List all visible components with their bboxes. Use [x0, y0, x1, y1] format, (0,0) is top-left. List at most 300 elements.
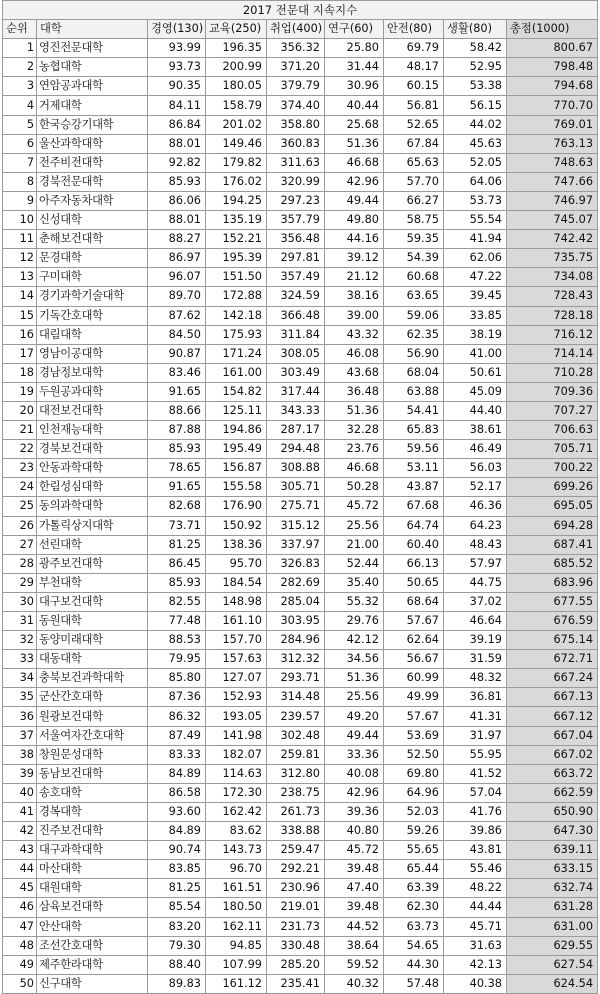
research-cell: 43.32 [325, 325, 384, 344]
safety-cell: 65.83 [384, 421, 444, 440]
total-cell: 699.26 [507, 478, 598, 497]
research-cell: 25.56 [325, 516, 384, 535]
total-cell: 707.27 [507, 401, 598, 420]
research-cell: 40.08 [325, 764, 384, 783]
university-cell: 신구대학 [37, 974, 148, 993]
life-cell: 52.95 [444, 58, 507, 77]
safety-cell: 59.06 [384, 306, 444, 325]
research-cell: 39.48 [325, 860, 384, 879]
safety-cell: 69.79 [384, 39, 444, 58]
research-cell: 42.96 [325, 172, 384, 191]
employment-cell: 314.48 [267, 688, 325, 707]
total-cell: 667.04 [507, 726, 598, 745]
rank-cell: 11 [3, 230, 37, 249]
life-cell: 31.63 [444, 936, 507, 955]
education-cell: 143.73 [206, 841, 267, 860]
management-cell: 86.32 [148, 707, 206, 726]
life-cell: 41.94 [444, 230, 507, 249]
employment-cell: 285.04 [267, 592, 325, 611]
rank-cell: 6 [3, 134, 37, 153]
rank-cell: 48 [3, 936, 37, 955]
safety-cell: 62.30 [384, 898, 444, 917]
total-cell: 746.97 [507, 191, 598, 210]
safety-cell: 54.65 [384, 936, 444, 955]
employment-cell: 238.75 [267, 783, 325, 802]
life-cell: 39.86 [444, 822, 507, 841]
management-cell: 83.20 [148, 917, 206, 936]
total-cell: 794.68 [507, 77, 598, 96]
management-cell: 85.54 [148, 898, 206, 917]
table-row [3, 287, 598, 306]
education-cell: 148.98 [206, 592, 267, 611]
management-cell: 87.36 [148, 688, 206, 707]
management-cell: 86.45 [148, 554, 206, 573]
table-row [3, 822, 598, 841]
life-cell: 52.17 [444, 478, 507, 497]
table-row [3, 898, 598, 917]
research-cell: 31.44 [325, 58, 384, 77]
total-cell: 694.28 [507, 516, 598, 535]
research-cell: 40.44 [325, 96, 384, 115]
rank-cell: 4 [3, 96, 37, 115]
employment-cell: 239.57 [267, 707, 325, 726]
table-row [3, 764, 598, 783]
research-cell: 46.68 [325, 459, 384, 478]
employment-cell: 357.49 [267, 268, 325, 287]
employment-cell: 275.71 [267, 497, 325, 516]
safety-cell: 56.81 [384, 96, 444, 115]
research-cell: 25.80 [325, 39, 384, 58]
employment-cell: 293.71 [267, 669, 325, 688]
employment-cell: 219.01 [267, 898, 325, 917]
rank-cell: 24 [3, 478, 37, 497]
management-cell: 86.06 [148, 191, 206, 210]
research-cell: 40.80 [325, 822, 384, 841]
table-row [3, 783, 598, 802]
life-cell: 48.22 [444, 879, 507, 898]
total-cell: 800.67 [507, 39, 598, 58]
total-cell: 639.11 [507, 841, 598, 860]
total-cell: 745.07 [507, 211, 598, 230]
total-cell: 714.14 [507, 344, 598, 363]
research-cell: 59.52 [325, 955, 384, 974]
table-row [3, 669, 598, 688]
education-cell: 176.90 [206, 497, 267, 516]
rank-cell: 45 [3, 879, 37, 898]
table-row [3, 344, 598, 363]
total-cell: 627.54 [507, 955, 598, 974]
employment-cell: 312.80 [267, 764, 325, 783]
table-row [3, 382, 598, 401]
rank-cell: 37 [3, 726, 37, 745]
table-row [3, 440, 598, 459]
table-row [3, 726, 598, 745]
safety-cell: 64.96 [384, 783, 444, 802]
rank-cell: 34 [3, 669, 37, 688]
employment-cell: 358.80 [267, 115, 325, 134]
university-cell: 송호대학 [37, 783, 148, 802]
safety-cell: 55.65 [384, 841, 444, 860]
research-cell: 33.36 [325, 745, 384, 764]
research-cell: 32.28 [325, 421, 384, 440]
management-cell: 88.01 [148, 211, 206, 230]
safety-cell: 65.44 [384, 860, 444, 879]
education-cell: 157.70 [206, 631, 267, 650]
management-cell: 92.82 [148, 153, 206, 172]
life-cell: 53.73 [444, 191, 507, 210]
employment-cell: 294.48 [267, 440, 325, 459]
total-cell: 687.41 [507, 535, 598, 554]
table-row [3, 58, 598, 77]
rank-cell: 40 [3, 783, 37, 802]
safety-cell: 59.56 [384, 440, 444, 459]
table-row [3, 554, 598, 573]
research-cell: 42.96 [325, 783, 384, 802]
safety-cell: 63.39 [384, 879, 444, 898]
life-cell: 64.23 [444, 516, 507, 535]
employment-cell: 312.32 [267, 650, 325, 669]
safety-cell: 53.11 [384, 459, 444, 478]
total-cell: 798.48 [507, 58, 598, 77]
education-cell: 176.02 [206, 172, 267, 191]
life-cell: 62.06 [444, 249, 507, 268]
total-cell: 769.01 [507, 115, 598, 134]
research-cell: 39.48 [325, 898, 384, 917]
total-cell: 662.59 [507, 783, 598, 802]
education-cell: 138.36 [206, 535, 267, 554]
research-cell: 49.20 [325, 707, 384, 726]
rank-cell: 32 [3, 631, 37, 650]
university-cell: 울산과학대학 [37, 134, 148, 153]
life-cell: 57.04 [444, 783, 507, 802]
life-cell: 53.38 [444, 77, 507, 96]
rank-cell: 7 [3, 153, 37, 172]
table-row [3, 306, 598, 325]
employment-cell: 302.48 [267, 726, 325, 745]
research-cell: 39.00 [325, 306, 384, 325]
table-row [3, 249, 598, 268]
university-cell: 동의과학대학 [37, 497, 148, 516]
university-cell: 원광보건대학 [37, 707, 148, 726]
total-cell: 663.72 [507, 764, 598, 783]
table-row [3, 631, 598, 650]
rank-cell: 29 [3, 573, 37, 592]
rank-cell: 12 [3, 249, 37, 268]
education-cell: 201.02 [206, 115, 267, 134]
header-total: 총점(1000) [507, 20, 598, 39]
total-cell: 735.75 [507, 249, 598, 268]
table-row [3, 535, 598, 554]
life-cell: 41.00 [444, 344, 507, 363]
total-cell: 631.00 [507, 917, 598, 936]
employment-cell: 303.95 [267, 612, 325, 631]
research-cell: 44.52 [325, 917, 384, 936]
rank-cell: 9 [3, 191, 37, 210]
total-cell: 706.63 [507, 421, 598, 440]
education-cell: 94.85 [206, 936, 267, 955]
life-cell: 41.52 [444, 764, 507, 783]
education-cell: 151.50 [206, 268, 267, 287]
research-cell: 45.72 [325, 841, 384, 860]
university-cell: 대전보건대학 [37, 401, 148, 420]
management-cell: 90.35 [148, 77, 206, 96]
table-row [3, 230, 598, 249]
employment-cell: 366.48 [267, 306, 325, 325]
university-cell: 안산대학 [37, 917, 148, 936]
rank-cell: 5 [3, 115, 37, 134]
management-cell: 79.30 [148, 936, 206, 955]
total-cell: 667.13 [507, 688, 598, 707]
table-row [3, 134, 598, 153]
life-cell: 38.19 [444, 325, 507, 344]
education-cell: 141.98 [206, 726, 267, 745]
employment-cell: 284.96 [267, 631, 325, 650]
employment-cell: 360.83 [267, 134, 325, 153]
life-cell: 56.03 [444, 459, 507, 478]
education-cell: 149.46 [206, 134, 267, 153]
management-cell: 84.89 [148, 822, 206, 841]
management-cell: 78.65 [148, 459, 206, 478]
employment-cell: 287.17 [267, 421, 325, 440]
rank-cell: 33 [3, 650, 37, 669]
table-row [3, 401, 598, 420]
safety-cell: 62.35 [384, 325, 444, 344]
rank-cell: 44 [3, 860, 37, 879]
university-cell: 두원공과대학 [37, 382, 148, 401]
table-row [3, 612, 598, 631]
university-cell: 제주한라대학 [37, 955, 148, 974]
education-cell: 180.50 [206, 898, 267, 917]
education-cell: 171.24 [206, 344, 267, 363]
life-cell: 45.71 [444, 917, 507, 936]
education-cell: 162.11 [206, 917, 267, 936]
safety-cell: 68.04 [384, 363, 444, 382]
safety-cell: 44.30 [384, 955, 444, 974]
research-cell: 42.12 [325, 631, 384, 650]
life-cell: 48.32 [444, 669, 507, 688]
management-cell: 86.84 [148, 115, 206, 134]
education-cell: 152.21 [206, 230, 267, 249]
safety-cell: 52.65 [384, 115, 444, 134]
research-cell: 30.96 [325, 77, 384, 96]
employment-cell: 343.33 [267, 401, 325, 420]
university-cell: 경기과학기술대학 [37, 287, 148, 306]
management-cell: 90.74 [148, 841, 206, 860]
employment-cell: 320.99 [267, 172, 325, 191]
management-cell: 83.46 [148, 363, 206, 382]
education-cell: 155.58 [206, 478, 267, 497]
university-cell: 경북보건대학 [37, 440, 148, 459]
life-cell: 55.95 [444, 745, 507, 764]
employment-cell: 292.21 [267, 860, 325, 879]
rank-cell: 22 [3, 440, 37, 459]
table-title: 2017 전문대 지속지수 [3, 1, 598, 20]
rank-cell: 43 [3, 841, 37, 860]
life-cell: 50.61 [444, 363, 507, 382]
rank-cell: 42 [3, 822, 37, 841]
life-cell: 47.22 [444, 268, 507, 287]
education-cell: 161.51 [206, 879, 267, 898]
table-row [3, 516, 598, 535]
total-cell: 748.63 [507, 153, 598, 172]
university-cell: 인천재능대학 [37, 421, 148, 440]
life-cell: 55.46 [444, 860, 507, 879]
research-cell: 34.56 [325, 650, 384, 669]
university-cell: 광주보건대학 [37, 554, 148, 573]
education-cell: 200.99 [206, 58, 267, 77]
table-row [3, 573, 598, 592]
safety-cell: 59.26 [384, 822, 444, 841]
university-cell: 진주보건대학 [37, 822, 148, 841]
table-row [3, 955, 598, 974]
rank-cell: 3 [3, 77, 37, 96]
education-cell: 182.07 [206, 745, 267, 764]
rank-cell: 27 [3, 535, 37, 554]
total-cell: 677.55 [507, 592, 598, 611]
life-cell: 46.49 [444, 440, 507, 459]
life-cell: 64.06 [444, 172, 507, 191]
table-row [3, 268, 598, 287]
education-cell: 125.11 [206, 401, 267, 420]
rank-cell: 38 [3, 745, 37, 764]
table-row [3, 841, 598, 860]
safety-cell: 58.75 [384, 211, 444, 230]
research-cell: 23.76 [325, 440, 384, 459]
university-cell: 거제대학 [37, 96, 148, 115]
table-row [3, 650, 598, 669]
education-cell: 193.05 [206, 707, 267, 726]
total-cell: 647.30 [507, 822, 598, 841]
safety-cell: 63.65 [384, 287, 444, 306]
university-cell: 문경대학 [37, 249, 148, 268]
education-cell: 194.86 [206, 421, 267, 440]
education-cell: 96.70 [206, 860, 267, 879]
employment-cell: 317.44 [267, 382, 325, 401]
employment-cell: 303.49 [267, 363, 325, 382]
management-cell: 88.01 [148, 134, 206, 153]
university-cell: 동원대학 [37, 612, 148, 631]
table-row [3, 974, 598, 993]
rank-cell: 19 [3, 382, 37, 401]
university-cell: 선린대학 [37, 535, 148, 554]
table-row [3, 478, 598, 497]
safety-cell: 43.87 [384, 478, 444, 497]
rank-cell: 15 [3, 306, 37, 325]
management-cell: 73.71 [148, 516, 206, 535]
university-cell: 춘해보건대학 [37, 230, 148, 249]
management-cell: 85.93 [148, 440, 206, 459]
total-cell: 742.42 [507, 230, 598, 249]
table-row [3, 191, 598, 210]
safety-cell: 63.88 [384, 382, 444, 401]
rank-cell: 13 [3, 268, 37, 287]
total-cell: 672.71 [507, 650, 598, 669]
table-row [3, 802, 598, 821]
total-cell: 747.66 [507, 172, 598, 191]
management-cell: 93.73 [148, 58, 206, 77]
university-cell: 한림성심대학 [37, 478, 148, 497]
employment-cell: 308.88 [267, 459, 325, 478]
research-cell: 52.44 [325, 554, 384, 573]
management-cell: 93.60 [148, 802, 206, 821]
education-cell: 196.35 [206, 39, 267, 58]
life-cell: 40.38 [444, 974, 507, 993]
management-cell: 85.80 [148, 669, 206, 688]
total-cell: 629.55 [507, 936, 598, 955]
safety-cell: 60.68 [384, 268, 444, 287]
research-cell: 49.80 [325, 211, 384, 230]
safety-cell: 56.67 [384, 650, 444, 669]
education-cell: 95.70 [206, 554, 267, 573]
employment-cell: 337.97 [267, 535, 325, 554]
life-cell: 56.15 [444, 96, 507, 115]
safety-cell: 54.39 [384, 249, 444, 268]
university-cell: 조선간호대학 [37, 936, 148, 955]
university-cell: 삼육보건대학 [37, 898, 148, 917]
employment-cell: 371.20 [267, 58, 325, 77]
research-cell: 21.00 [325, 535, 384, 554]
education-cell: 162.42 [206, 802, 267, 821]
research-cell: 43.68 [325, 363, 384, 382]
safety-cell: 67.84 [384, 134, 444, 153]
table-row [3, 936, 598, 955]
table-row [3, 688, 598, 707]
university-cell: 경남정보대학 [37, 363, 148, 382]
rank-cell: 10 [3, 211, 37, 230]
safety-cell: 65.63 [384, 153, 444, 172]
education-cell: 172.88 [206, 287, 267, 306]
table-row [3, 592, 598, 611]
total-cell: 667.24 [507, 669, 598, 688]
education-cell: 83.62 [206, 822, 267, 841]
research-cell: 39.36 [325, 802, 384, 821]
safety-cell: 64.74 [384, 516, 444, 535]
life-cell: 44.44 [444, 898, 507, 917]
rank-cell: 23 [3, 459, 37, 478]
employment-cell: 259.81 [267, 745, 325, 764]
university-cell: 아주자동차대학 [37, 191, 148, 210]
education-cell: 179.82 [206, 153, 267, 172]
safety-cell: 60.15 [384, 77, 444, 96]
table-row [3, 363, 598, 382]
table-row [3, 860, 598, 879]
total-cell: 709.36 [507, 382, 598, 401]
employment-cell: 374.40 [267, 96, 325, 115]
rank-cell: 47 [3, 917, 37, 936]
employment-cell: 311.63 [267, 153, 325, 172]
research-cell: 51.36 [325, 669, 384, 688]
management-cell: 84.89 [148, 764, 206, 783]
life-cell: 52.05 [444, 153, 507, 172]
life-cell: 46.36 [444, 497, 507, 516]
header-rank: 순위 [3, 20, 37, 39]
safety-cell: 57.70 [384, 172, 444, 191]
rank-cell: 18 [3, 363, 37, 382]
table-row [3, 917, 598, 936]
employment-cell: 356.48 [267, 230, 325, 249]
research-cell: 49.44 [325, 191, 384, 210]
university-cell: 경북전문대학 [37, 172, 148, 191]
table-row [3, 96, 598, 115]
education-cell: 175.93 [206, 325, 267, 344]
education-cell: 127.07 [206, 669, 267, 688]
rank-cell: 50 [3, 974, 37, 993]
rank-cell: 17 [3, 344, 37, 363]
employment-cell: 338.88 [267, 822, 325, 841]
education-cell: 161.12 [206, 974, 267, 993]
university-cell: 신성대학 [37, 211, 148, 230]
university-cell: 안동과학대학 [37, 459, 148, 478]
